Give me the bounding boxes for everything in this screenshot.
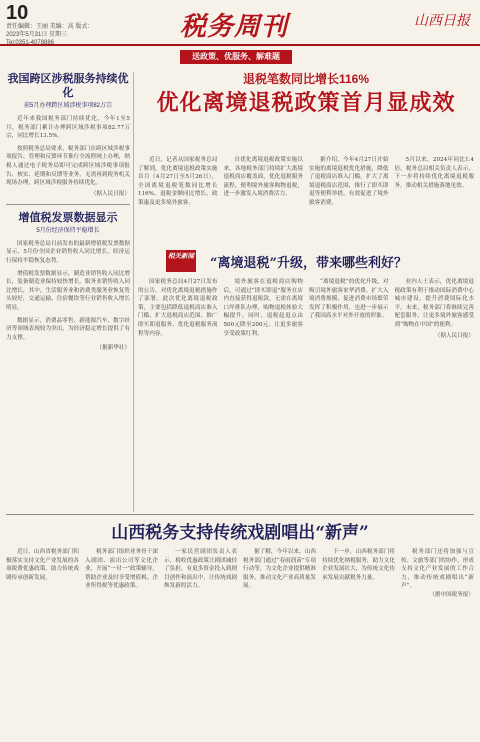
related-column: 境外旅客在退税商店购物后，可通过“即买即退”服务在店内直接获得退税款，无需在离境口岸排队办理，购物退税体验大幅提升。同时，退税起退点由500元降至200元，让更多旅客享受政策红利。 [223, 279, 303, 337]
article2-subtitle: 5月份经济保持平稳增长 [36, 227, 100, 234]
related-news-body [138, 278, 474, 504]
bottom-column: 下一步，山西税务部门将持续优化纳税服务，助力文化企业发展壮大，为传统文化传承发展贡献税务力量。 [322, 549, 395, 581]
article2-paragraph: 数据显示，消费品零售、新能源汽车、数字经济等领域表现较为突出，为经济稳定增长提供了有力支撑。 [6, 317, 130, 341]
article2-paragraph: 增值税发票数据显示，制造业销售收入同比增长，装备制造业保持较快增长。服务业销售收入同比增长，其中，生活服务业和消费类服务业恢复势头较好，交通运输、住宿餐饮等行业销售收入增长明显。 [6, 270, 130, 311]
main-kicker: 退税笔数同比增长116% [242, 72, 370, 86]
bottom-column: 近日，山西省税务部门积极落实支持文化产业发展的各项税费优惠政策，助力传统戏剧传承创新发展。 [6, 549, 79, 581]
main-column: 近日，记者从国家税务总局了解到，优化离境退税政策实施首月（4月27日至5月26日），全国离境退税笔数同比增长116%，退税金额同比增长，政策惠及更多境外旅客。 [138, 157, 218, 206]
bottom-column: 税务部门组织业务骨干深入剧团、演出公司等文化企业，开展“一对一”政策辅导，帮助企业及时享受增值税、企业所得税等优惠政策。 [85, 549, 158, 590]
article1-source: （据人民日报） [90, 190, 130, 197]
column-rule [133, 72, 134, 512]
related-news-header [138, 250, 474, 272]
related-column: “离境退税”的优化升级，对吸引境外旅客来华消费、扩大入境消费规模、促进消费市场繁荣发挥了积极作用，也进一步展示了我国高水平对外开放的形象。 [309, 279, 389, 320]
related-news-headline: “离境退税”升级，带来哪些利好？ [210, 256, 407, 271]
bottom-column: 一家民营剧团负责人表示，税收优惠政策让剧团减轻了负担，有更多资金投入到剧目创作和演出中，让传统戏剧焕发新的活力。 [164, 549, 237, 590]
related-news-tag: 相关新闻 [166, 250, 196, 272]
article2-source: （据新华社） [96, 345, 130, 352]
section-banner: 送政策、优服务、解难题 [180, 50, 292, 64]
bottom-headline: 山西税务支持传统戏剧唱出“新声” [111, 523, 369, 543]
divider [6, 204, 130, 205]
masthead [0, 0, 480, 46]
main-article-body [138, 156, 474, 248]
newspaper-logo: 山西日报 [414, 13, 470, 29]
article2-paragraph: 国家税务总局日前发布的最新增值税发票数据显示，5月份全国企业销售收入同比增长，经济运行保持平稳恢复态势。 [6, 240, 130, 264]
section-title: 税务周刊 [180, 12, 289, 42]
bottom-divider [6, 514, 474, 515]
article1-paragraph: 近年来我国税务部门持续优化，今年1至5月，税务部门累计办理跨区域涉税事项82.77万宗，同比增长13.5%。 [6, 116, 130, 140]
main-article-header [138, 70, 474, 117]
article1-title: 我国跨区涉税服务持续优化 [7, 73, 129, 99]
page-number: 10 [6, 2, 29, 24]
bottom-column: 据了解，今年以来，山西税务部门通过“春雨润苗”专项行动等，为文化企业提供精准服务，推动文化产业高质量发展。 [243, 549, 316, 590]
left-column [6, 72, 130, 512]
related-column: 国家税务总局4月27日发布的公告，对优化离境退税措施作了部署。此次优化离境退税政策，主要包括降低退税商店准入门槛、扩大退税商店范围、推广即买即退服务、优化退税服务流程等内容。 [138, 279, 218, 337]
masthead-meta: 责任编辑：王丽 美编：高 版式： 2023年5月31日 星期三 Tel:0351-4078886 [6, 24, 94, 46]
bottom-source: （据中国税务报） [429, 591, 474, 598]
related-source: （据人民日报） [434, 332, 474, 339]
main-column: 自优化离境退税政策实施以来，各地税务部门持续扩大离境退税商店覆盖面，优化退税服务流程，便利境外旅客购物退税，进一步激发入境消费活力。 [223, 157, 303, 198]
bottom-article-body [6, 548, 474, 734]
main-column: 据介绍，今年4月27日开始实施的离境退税优化措施，降低了退税商店准入门槛，扩大了离境退税商店范围，推行了即买即退等便利举措，有效促进了境外旅客消费。 [309, 157, 389, 206]
article2-title: 增值税发票数据显示 [18, 211, 118, 224]
main-headline: 优化离境退税政策首月显成效 [156, 90, 456, 116]
bottom-column-last: 税务部门还将加强与宣传、文旅等部门的协作，形成支持文化产业发展的工作合力，推动传统戏剧唱出“新声”。 （据中国税务报） [401, 549, 474, 598]
main-column: 5月以来，2024年同比1.4倍。税务总局相关负责人表示，下一步将持续优化离境退税服务，推动相关措施落地见效。 [394, 157, 474, 189]
article1-paragraph: 按照税务总局要求，税务部门在跨区域涉税事项报告、管理和反馈环节推行全流程网上办理，纳税人通过电子税务局即可完成跨区域涉税事项报告、核实、延期和反馈等业务，无需再到税务机关现场办理，跨区域涉税服务持续优化。 [6, 145, 130, 187]
related-column-last: 业内人士表示，优化离境退税政策有利于推动国际消费中心城市建设，提升消费国际化水平。未来，税务部门将继续完善配套服务，让更多境外旅客感受到“购物在中国”的便利。 （据人民日报） [394, 279, 474, 339]
article1-subtitle: 前5月办理跨区域涉税事项82万宗 [23, 103, 112, 109]
